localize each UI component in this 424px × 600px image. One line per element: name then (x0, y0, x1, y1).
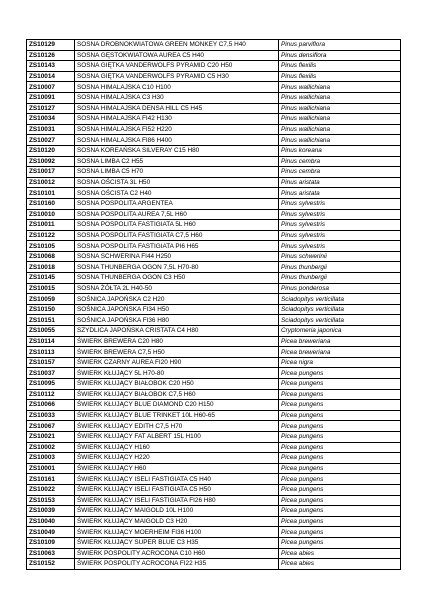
product-name-cell: SOŚNICA JAPOŃSKA C2 H20 (75, 294, 279, 305)
table-row (27, 442, 401, 453)
table-row (27, 516, 401, 527)
product-name-cell: SOSNA ŻÓŁTA 2L H40-50 (75, 283, 279, 294)
latin-name-cell: Picea pungens (279, 410, 401, 421)
latin-name-cell: Pinus cembra (279, 156, 401, 167)
table-row (27, 463, 401, 474)
latin-name-cell: Picea pungens (279, 495, 401, 506)
table-row (27, 506, 401, 517)
table-row (27, 484, 401, 495)
table-row (27, 294, 401, 305)
table-row (27, 326, 401, 337)
product-name-cell: SOSNA KOREAŃSKA SILVERAY C15 H80 (75, 145, 279, 156)
product-name-cell: ŚWIERK KŁUJĄCY MOERHEIM FI36 H100 (75, 527, 279, 538)
table-row (27, 400, 401, 411)
product-name-cell: SOSNA GIĘTKA VANDERWOLFS PYRAMID C5 H30 (75, 71, 279, 82)
table-row (27, 40, 401, 51)
table-row (27, 241, 401, 252)
latin-name-cell: Pinus sylvestris (279, 241, 401, 252)
product-code-cell: ZS10150 (27, 304, 75, 315)
product-name-cell: ŚWIERK KŁUJĄCY ISELI FASTIGIATA FI26 H80 (75, 495, 279, 506)
table-row (27, 527, 401, 538)
table-row (27, 537, 401, 548)
product-code-cell: ZS10003 (27, 453, 75, 464)
table-row (27, 453, 401, 464)
latin-name-cell: Pinus wallichiana (279, 124, 401, 135)
product-name-cell: ŚWIERK KŁUJĄCY H220 (75, 453, 279, 464)
product-code-cell: ZS10010 (27, 209, 75, 220)
table-row (27, 103, 401, 114)
product-code-cell: ZS10018 (27, 262, 75, 273)
latin-name-cell: Pinus sylvestris (279, 198, 401, 209)
product-name-cell: ŚWIERK KŁUJĄCY H160 (75, 442, 279, 453)
latin-name-cell: Picea pungens (279, 474, 401, 485)
product-code-cell: ZS10037 (27, 368, 75, 379)
latin-name-cell: Picea pungens (279, 484, 401, 495)
latin-name-cell: Pinus thunbergii (279, 262, 401, 273)
product-code-cell: ZS10063 (27, 548, 75, 559)
product-code-cell: ZS10122 (27, 230, 75, 241)
table-row (27, 273, 401, 284)
product-name-cell: ŚWIERK CZARNY AUREA FI20 H90 (75, 357, 279, 368)
product-name-cell: ŚWIERK BREWERA C7,5 H50 (75, 347, 279, 358)
product-name-cell: SOŚNICA JAPOŃSKA FI36 H80 (75, 315, 279, 326)
product-name-cell: ŚWIERK KŁUJĄCY BLUE TRINKET 10L H60-65 (75, 410, 279, 421)
product-name-cell: SOSNA HIMALAJSKA FI86 H400 (75, 135, 279, 146)
latin-name-cell: Picea abies (279, 548, 401, 559)
product-name-cell: SZYDLICA JAPOŃSKA CRISTATA C4 H80 (75, 326, 279, 337)
table-row (27, 188, 401, 199)
product-name-cell: ŚWIERK BREWERA C20 H80 (75, 336, 279, 347)
table-row (27, 431, 401, 442)
latin-name-cell: Pinus sylvestris (279, 230, 401, 241)
product-code-cell: ZS10160 (27, 198, 75, 209)
table-row (27, 315, 401, 326)
product-name-cell: SOSNA POSPOLITA AUREA 7,5L H60 (75, 209, 279, 220)
table-row (27, 156, 401, 167)
product-code-cell: ZS10127 (27, 103, 75, 114)
product-code-cell: ZS10161 (27, 474, 75, 485)
latin-name-cell: Picea pungens (279, 421, 401, 432)
product-code-cell: ZS10143 (27, 61, 75, 72)
latin-name-cell: Picea pungens (279, 527, 401, 538)
product-code-cell: ZS10027 (27, 135, 75, 146)
latin-name-cell: Cryptomeria japonica (279, 326, 401, 337)
product-name-cell: ŚWIERK KŁUJĄCY BIAŁOBOK C7,5 H60 (75, 389, 279, 400)
table-row (27, 410, 401, 421)
latin-name-cell: Pinus aristata (279, 188, 401, 199)
latin-name-cell: Picea pungens (279, 506, 401, 517)
product-name-cell: SOSNA POSPOLITA FASTIGIATA 5L H60 (75, 220, 279, 231)
product-code-cell: ZS10007 (27, 82, 75, 93)
product-code-cell: ZS10092 (27, 156, 75, 167)
table-row (27, 92, 401, 103)
latin-name-cell: Pinus schwerinii (279, 251, 401, 262)
product-code-cell: ZS10101 (27, 188, 75, 199)
table-row (27, 198, 401, 209)
table-row (27, 82, 401, 93)
product-name-cell: SOSNA GĘSTOKWIATOWA AUREA C5 H40 (75, 50, 279, 61)
latin-name-cell: Picea pungens (279, 442, 401, 453)
product-name-cell: ŚWIERK KŁUJĄCY H60 (75, 463, 279, 474)
latin-name-cell: Picea breweriana (279, 347, 401, 358)
latin-name-cell: Pinus thunbergii (279, 273, 401, 284)
latin-name-cell: Pinus wallichiana (279, 82, 401, 93)
latin-name-cell: Picea pungens (279, 379, 401, 390)
latin-name-cell: Pinus wallichiana (279, 114, 401, 125)
product-name-cell: ŚWIERK KŁUJĄCY MAIGOLD C3 H20 (75, 516, 279, 527)
product-code-cell: ZS10015 (27, 283, 75, 294)
product-code-cell: ZS10153 (27, 495, 75, 506)
product-name-cell: ŚWIERK KŁUJĄCY SUPER BLUE C3 H35 (75, 537, 279, 548)
latin-name-cell: Pinus sylvestris (279, 220, 401, 231)
table-row (27, 262, 401, 273)
table-row (27, 114, 401, 125)
product-code-cell: ZS10112 (27, 389, 75, 400)
product-code-cell: ZS10059 (27, 294, 75, 305)
latin-name-cell: Picea pungens (279, 389, 401, 400)
table-row (27, 357, 401, 368)
product-name-cell: SOSNA HIMALAJSKA C10 H100 (75, 82, 279, 93)
product-code-cell: ZS10152 (27, 559, 75, 570)
product-name-cell: ŚWIERK KŁUJĄCY BLUE DIAMOND C20 H150 (75, 400, 279, 411)
product-name-cell: SOSNA THUNBERGA OGON C3 H50 (75, 273, 279, 284)
latin-name-cell: Pinus koreana (279, 145, 401, 156)
table-row (27, 124, 401, 135)
table-row (27, 71, 401, 82)
product-name-cell: SOSNA OŚCISTA C2 H40 (75, 188, 279, 199)
latin-name-cell: Sciadopitys verticillata (279, 315, 401, 326)
table-row (27, 177, 401, 188)
latin-name-cell: Pinus ponderosa (279, 283, 401, 294)
latin-name-cell: Picea pungens (279, 537, 401, 548)
latin-name-cell: Picea pungens (279, 400, 401, 411)
table-row (27, 548, 401, 559)
table-row (27, 251, 401, 262)
table-row (27, 145, 401, 156)
latin-name-cell: Pinus sylvestris (279, 209, 401, 220)
product-name-cell: ŚWIERK KŁUJĄCY BIAŁOBOK C20 H50 (75, 379, 279, 390)
product-code-cell: ZS10095 (27, 379, 75, 390)
latin-name-cell: Pinus parviflora (279, 40, 401, 51)
product-code-cell: ZS10114 (27, 336, 75, 347)
latin-name-cell: Pinus wallichiana (279, 92, 401, 103)
product-name-cell: SOSNA HIMALAJSKA DENSA HILL C5 H45 (75, 103, 279, 114)
product-name-cell: SOSNA POSPOLITA FASTIGIATA PI6 H65 (75, 241, 279, 252)
product-code-cell: ZS10068 (27, 251, 75, 262)
table-row (27, 230, 401, 241)
product-code-cell: ZS10113 (27, 347, 75, 358)
latin-name-cell: Picea pungens (279, 431, 401, 442)
product-name-cell: SOSNA THUNBERGA OGON 7,5L H70-80 (75, 262, 279, 273)
table-row (27, 304, 401, 315)
table-row (27, 347, 401, 358)
product-code-cell: ZS10091 (27, 92, 75, 103)
latin-name-cell: Picea pungens (279, 516, 401, 527)
plant-table (26, 39, 401, 570)
latin-name-cell: Picea abies (279, 559, 401, 570)
latin-name-cell: Sciadopitys verticillata (279, 294, 401, 305)
product-code-cell: ZS10033 (27, 410, 75, 421)
product-name-cell: SOSNA DROBNOKWIATOWA GREEN MONKEY C7,5 H40 (75, 40, 279, 51)
product-name-cell: ŚWIERK POSPOLITY ACROCONA C10 H60 (75, 548, 279, 559)
product-name-cell: SOSNA POSPOLITA ARGENTEA (75, 198, 279, 209)
latin-name-cell: Pinus cembra (279, 167, 401, 178)
table-row (27, 61, 401, 72)
product-name-cell: ŚWIERK KŁUJĄCY FAT ALBERT 15L H100 (75, 431, 279, 442)
product-code-cell: ZS10012 (27, 177, 75, 188)
table-row (27, 474, 401, 485)
product-code-cell: ZS10021 (27, 431, 75, 442)
product-code-cell: ZS10066 (27, 400, 75, 411)
latin-name-cell: Picea breweriana (279, 336, 401, 347)
product-code-cell: ZS10002 (27, 442, 75, 453)
product-code-cell: ZS10055 (27, 326, 75, 337)
table-row (27, 495, 401, 506)
latin-name-cell: Pinus flexilis (279, 61, 401, 72)
product-code-cell: ZS10034 (27, 114, 75, 125)
latin-name-cell: Pinus densiflora (279, 50, 401, 61)
plant-table-body (27, 40, 401, 570)
product-code-cell: ZS10017 (27, 167, 75, 178)
product-name-cell: SOSNA LIMBA C2 H55 (75, 156, 279, 167)
table-row (27, 50, 401, 61)
product-code-cell: ZS10151 (27, 315, 75, 326)
product-code-cell: ZS10039 (27, 506, 75, 517)
product-name-cell: SOSNA HIMALAJSKA FI42 H130 (75, 114, 279, 125)
latin-name-cell: Pinus flexilis (279, 71, 401, 82)
product-code-cell: ZS10022 (27, 484, 75, 495)
product-code-cell: ZS10001 (27, 463, 75, 474)
product-name-cell: ŚWIERK KŁUJĄCY EDITH C7,5 H70 (75, 421, 279, 432)
table-row (27, 135, 401, 146)
latin-name-cell: Sciadopitys verticillata (279, 304, 401, 315)
table-row (27, 389, 401, 400)
latin-name-cell: Picea pungens (279, 463, 401, 474)
latin-name-cell: Picea nigra (279, 357, 401, 368)
product-name-cell: SOSNA OŚCISTA 3L H50 (75, 177, 279, 188)
product-name-cell: ŚWIERK KŁUJĄCY MAIGOLD 10L H100 (75, 506, 279, 517)
table-row (27, 368, 401, 379)
document-page (26, 39, 400, 570)
product-code-cell: ZS10129 (27, 40, 75, 51)
latin-name-cell: Picea pungens (279, 368, 401, 379)
product-code-cell: ZS10031 (27, 124, 75, 135)
latin-name-cell: Pinus wallichiana (279, 103, 401, 114)
product-name-cell: ŚWIERK KŁUJĄCY ISELI FASTIGIATA C5 H40 (75, 474, 279, 485)
product-code-cell: ZS10067 (27, 421, 75, 432)
product-name-cell: SOSNA HIMALAJSKA FI52 H220 (75, 124, 279, 135)
latin-name-cell: Pinus aristata (279, 177, 401, 188)
table-row (27, 336, 401, 347)
product-name-cell: SOSNA GIĘTKA VANDERWOLFS PYRAMID C20 H50 (75, 61, 279, 72)
product-code-cell: ZS10105 (27, 241, 75, 252)
product-code-cell: ZS10040 (27, 516, 75, 527)
product-code-cell: ZS10109 (27, 537, 75, 548)
table-row (27, 559, 401, 570)
product-name-cell: SOSNA HIMALAJSKA C3 H30 (75, 92, 279, 103)
table-row (27, 167, 401, 178)
product-code-cell: ZS10049 (27, 527, 75, 538)
product-name-cell: SOŚNICA JAPOŃSKA FI34 H50 (75, 304, 279, 315)
product-code-cell: ZS10011 (27, 220, 75, 231)
product-name-cell: ŚWIERK KŁUJĄCY 5L H70-80 (75, 368, 279, 379)
product-code-cell: ZS10157 (27, 357, 75, 368)
product-name-cell: SOSNA LIMBA C5 H70 (75, 167, 279, 178)
product-code-cell: ZS10126 (27, 50, 75, 61)
product-name-cell: ŚWIERK KŁUJĄCY ISELI FASTIGIATA C5 H50 (75, 484, 279, 495)
table-row (27, 379, 401, 390)
product-name-cell: SOSNA POSPOLITA FASTIGIATA C7,5 H60 (75, 230, 279, 241)
latin-name-cell: Pinus wallichiana (279, 135, 401, 146)
latin-name-cell: Picea pungens (279, 453, 401, 464)
table-row (27, 421, 401, 432)
product-code-cell: ZS10145 (27, 273, 75, 284)
product-name-cell: SOSNA SCHWERINA FI44 H250 (75, 251, 279, 262)
product-code-cell: ZS10120 (27, 145, 75, 156)
product-name-cell: ŚWIERK POSPOLITY ACROCONA FI22 H35 (75, 559, 279, 570)
table-row (27, 220, 401, 231)
product-code-cell: ZS10014 (27, 71, 75, 82)
table-row (27, 283, 401, 294)
table-row (27, 209, 401, 220)
